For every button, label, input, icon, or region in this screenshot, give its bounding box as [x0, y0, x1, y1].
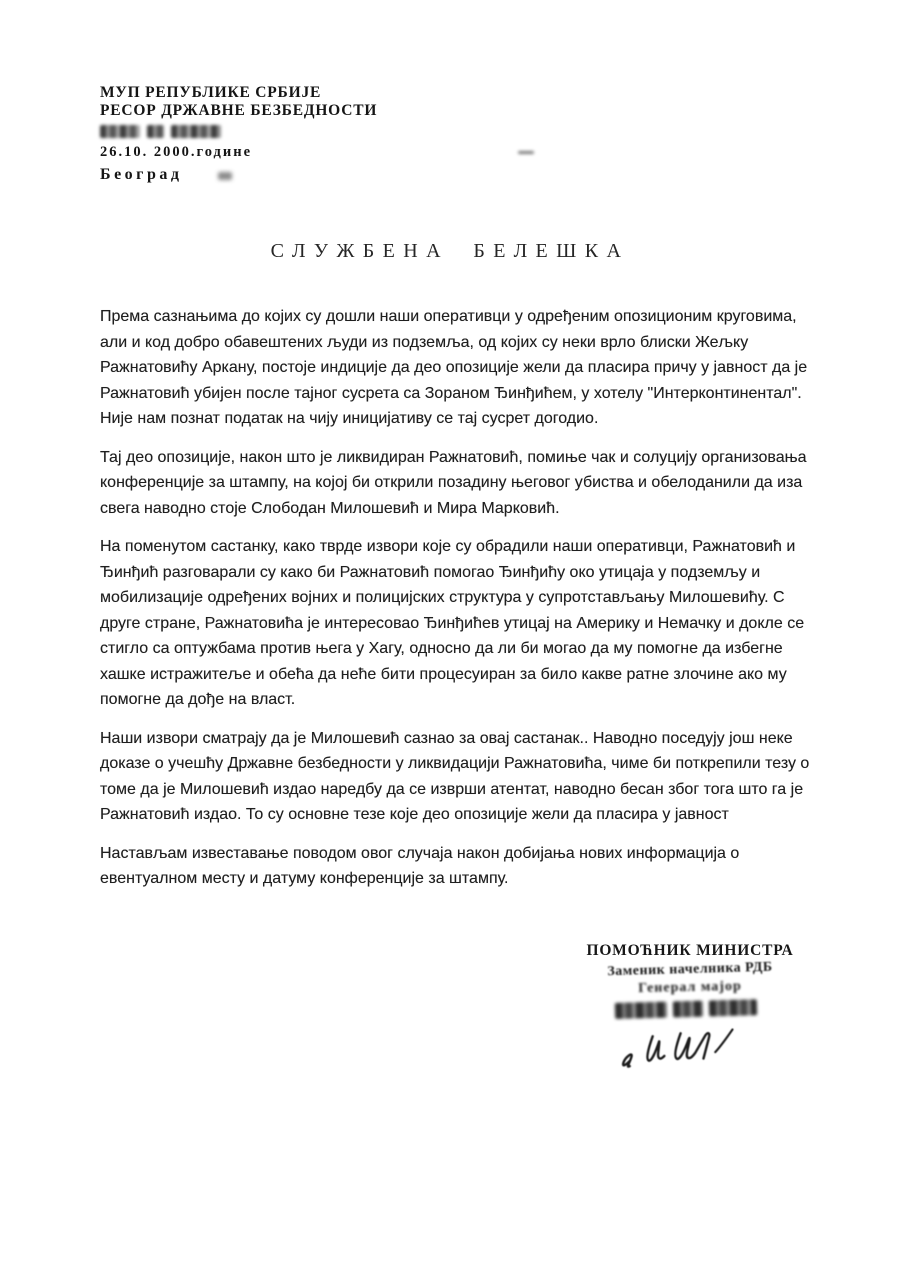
handwritten-signature — [614, 1016, 766, 1073]
letterhead-date-text: 26.10. 2000.године — [100, 144, 253, 160]
signature-role: Заменик начелника РДБ — [607, 959, 773, 980]
body-paragraph-3: На поменутом састанку, како тврде извори које су обрадили наши оперативци, Ражнатовић и Ђинђић разговарали су како би Ражнатовић помогао Ђинђићу око утицаја у подземљу и мобилизације одређених војних и полицијских структура у супротстављању Милошевићу. С друге стране, Ражнатовића је интересовао Ђинђићев утицај на Америку и Немачку и докле се стигло са оптужбама против њега у Хагу, односно да ли би могао да му помогне да избегне хашке истражитеље и обећа да неће бити процесуиран за било какве ратне злочине ако му помогне да дође на власт. — [100, 538, 805, 708]
scan-smudge — [518, 151, 534, 154]
signature-block — [570, 942, 810, 1071]
letterhead-org-line2: РЕСОР ДРЖАВНЕ БЕЗБЕДНОСТИ — [100, 102, 378, 119]
redaction-chunk — [709, 999, 757, 1016]
redaction-chunk — [100, 125, 140, 138]
letterhead-org-line1: МУП РЕПУБЛИКЕ СРБИЈЕ — [100, 84, 322, 101]
body-paragraph-2: Тај део опозиције, након што је ликвидиран Ражнатовић, помиње чак и солуцију организовања конференције за штампу, на којој би открили позадину његовог убиства и обелоданили да иза свега наводно стоје Слободан Милошевић и Мира Марковић. — [100, 448, 807, 517]
redacted-reference-number — [100, 125, 520, 138]
redaction-chunk — [615, 1002, 667, 1019]
signature-rank: Генерал мајор — [638, 978, 742, 997]
document-title: СЛУЖБЕНА БЕЛЕШКА — [270, 240, 630, 262]
redaction-chunk — [147, 125, 164, 138]
body-paragraph-1: Према сазнањима до којих су дошли наши оперативци у одређеним опозиционим круговима, али и код добро обавештених људи из подземља, од којих су неки врло блиски Жељку Ражнатовићу Аркану, постоје индиције да део опозиције жели да пласира причу у јавност да је Ражнатовић убијен после тајног сусрета са Зораном Ђинђићем, у хотелу "Интерконтинентал". Није нам познат податак на чију иницијативу се тај сусрет догодио. — [100, 308, 808, 427]
scan-smudge — [218, 172, 232, 180]
document-body — [100, 304, 812, 905]
body-paragraph-5: Настављам известавање поводом овог случаја након добијања нових информација о евентуалном месту и датуму конференције за штампу. — [100, 844, 740, 887]
redaction-chunk — [171, 125, 221, 138]
letterhead-date — [100, 144, 520, 161]
signature-title: ПОМОЋНИК МИНИСТРА — [586, 942, 794, 959]
body-paragraph-4: Наши извори сматрају да је Милошевић сазнао за овај састанак.. Наводно поседују још неке доказе о учешћу Државне безбедности у ликвидацији Ражнатовића, чиме би поткрепили тезу о томе да је Милошевић издао наредбу да се изврши атентат, наводно бесан због тога што га је Ражнатовић издао. То су основне тезе које део опозиције жели да пласира у јавност — [100, 729, 810, 823]
letterhead-city-text: Београд — [100, 166, 183, 183]
redaction-chunk — [673, 1001, 703, 1018]
letterhead — [100, 84, 520, 184]
letterhead-city — [100, 166, 520, 184]
redacted-signatory-name — [615, 999, 765, 1019]
